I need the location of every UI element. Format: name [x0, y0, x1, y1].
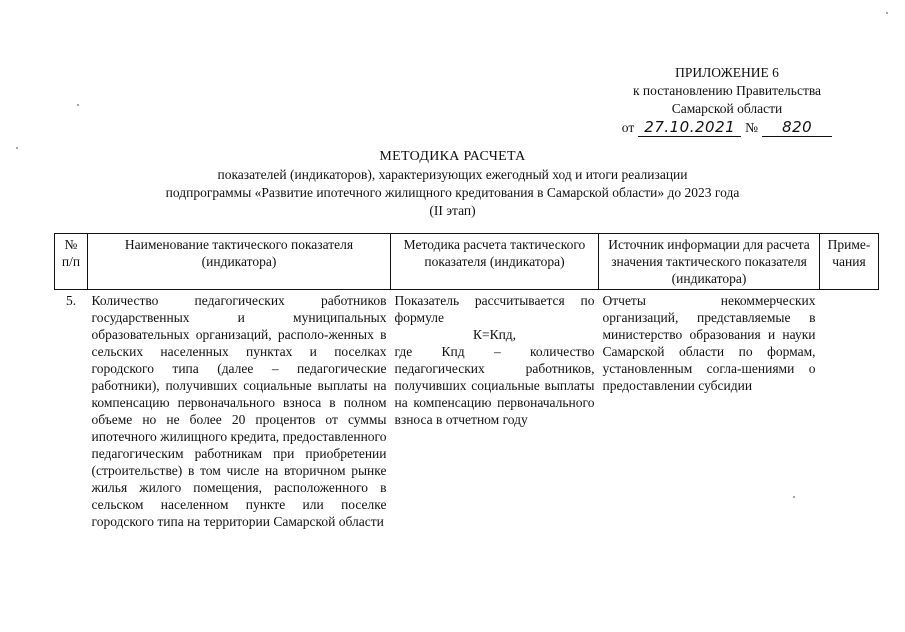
scan-speck: [886, 12, 888, 14]
table-row: [55, 290, 879, 533]
heading-line2: подпрограммы «Развитие ипотечного жилищного кредитования в Самарской области» до 2023 года: [165, 185, 740, 200]
heading-line1: показателей (индикаторов), характеризующих ежегодный ход и итоги реализации: [217, 167, 688, 182]
appendix-line2: Самарской области: [671, 101, 783, 116]
row-notes: [820, 290, 879, 533]
header-number: № п/п: [55, 234, 88, 290]
appendix-title: ПРИЛОЖЕНИЕ 6: [675, 65, 779, 80]
document-heading: [0, 148, 905, 220]
row-source: Отчеты некоммерческих организаций, представляемые в министерство образования и науки Самарской области по формам, установленным согла-шениями о предоставлении субсидии: [602, 293, 816, 393]
table-header-row: [55, 234, 879, 290]
scan-speck: [77, 104, 79, 106]
scan-speck: [16, 147, 18, 149]
appendix-block: [607, 64, 847, 137]
indicators-table: [54, 233, 879, 532]
decree-date: 27.10.2021: [638, 118, 741, 137]
header-notes: Приме-чания: [820, 234, 879, 290]
decree-line: [607, 118, 847, 137]
method-intro: Показатель рассчитывается по формуле: [394, 293, 595, 325]
decree-from-label: от: [621, 120, 635, 135]
row-method: [391, 290, 599, 533]
row-number: 5.: [65, 293, 77, 308]
row-indicator-name: Количество педагогических работников государственных и муниципальных образовательных организаций, располо-женных в сельских населенных пунктах и поселках городского типа (далее – педагогические работники), получивших социальные выплаты на компенсацию первоначального взноса в полном объеме но не более 20 процентов от суммы ипотечного жилищного кредита, предоставленного педагогическим работникам при приобретении (строительстве) в том числе на вторичном рынке жилья жилого помещения, расположенного в сельском населенном пункте или поселке городского типа на территории Самарской области: [91, 293, 387, 529]
appendix-line1: к постановлению Правительства: [632, 83, 822, 98]
method-formula: К=Кпд,: [472, 327, 517, 342]
method-explanation: где Кпд – количество педагогических работников, получивших социальные выплаты на компенсацию первоначального взноса в отчетном году: [394, 344, 595, 427]
header-indicator-name: Наименование тактического показателя (индикатора): [88, 234, 391, 290]
scan-speck: [793, 496, 795, 498]
header-source: Источник информации для расчета значения тактического показателя (индикатора): [599, 234, 820, 290]
header-method: Методика расчета тактического показателя (индикатора): [391, 234, 599, 290]
decree-number-label: №: [745, 120, 759, 135]
document-title: МЕТОДИКА РАСЧЕТА: [379, 149, 526, 164]
heading-line3: (II этап): [429, 203, 476, 218]
decree-number: 820: [762, 118, 832, 137]
